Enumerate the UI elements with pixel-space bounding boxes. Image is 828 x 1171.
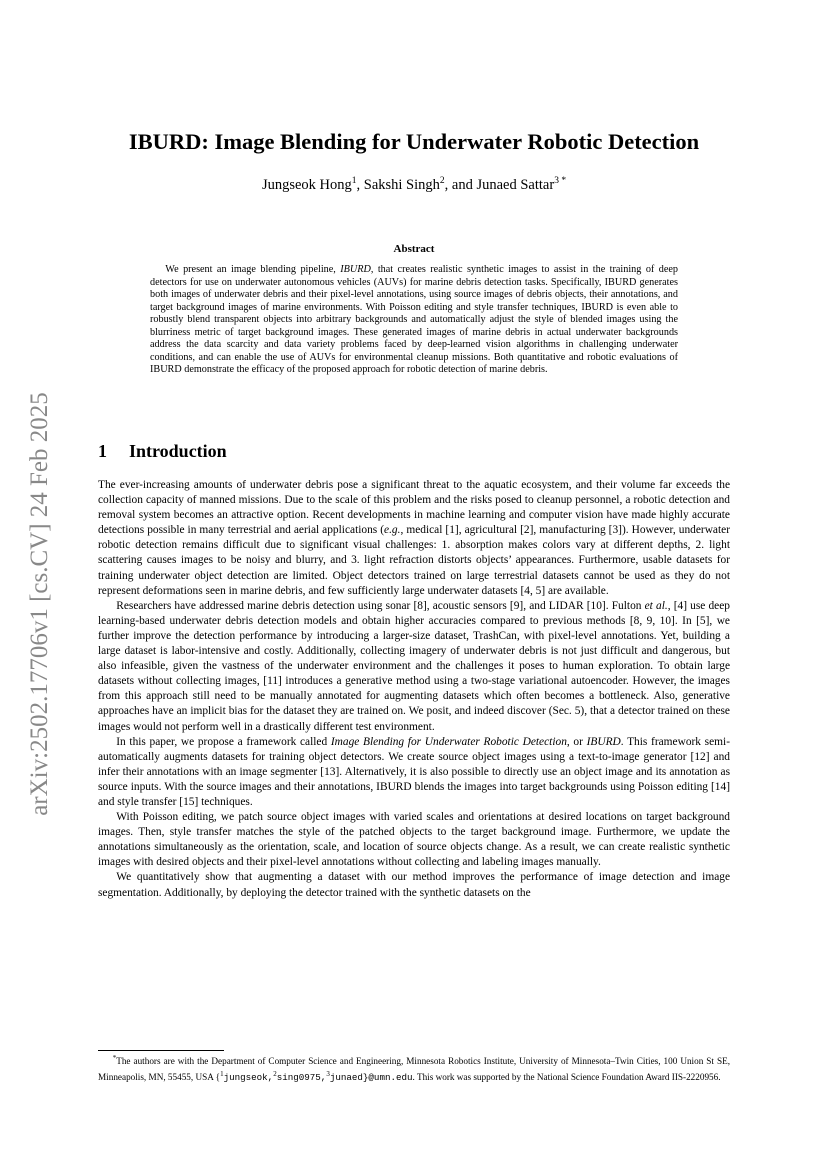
paper-title: IBURD: Image Blending for Underwater Robotic Detection [128, 129, 700, 154]
author-name: Sakshi Singh [363, 176, 440, 193]
paragraph: In this paper, we propose a framework called Image Blending for Underwater Robotic Detection, or IBURD. This framework semi-automatically augments datasets for training object detectors. We create source object images using a text-to-image generator [12] and infer their annotations with an image segmenter [13]. Alternatively, it is also possible to directly use an object image and its annotation as source inputs. With the source images and their annotations, IBURD blends the images into target backgrounds using Poisson editing [14] and style transfer [15] techniques. [98, 735, 730, 808]
section-title: Introduction [129, 441, 227, 461]
footnote-rule [98, 1050, 224, 1051]
author-line [98, 176, 730, 194]
paragraph: Researchers have addressed marine debris detection using sonar [8], acoustic sensors [9], and LIDAR [10]. Fulton et al., [4] use deep learning-based underwater debris detection models and obtain higher accuracies compared to previous methods [8, 9, 10]. In [5], we further improve the detection performance by introducing a larger-size dataset, TrashCan, with pixel-level annotations. Yet, building a large dataset is labor-intensive and costly. Additionally, collecting imagery of underwater debris is not just difficult and dangerous, but also infeasible, given the vastness of the underwater environment and the challenges it poses to human exploration. To obtain large datasets without collecting images, [11] introduces a generative method using a two-stage variational autoencoder. However, the images from this approach still need to be manually annotated for augmenting datasets which often becomes a bottleneck. Also, generative approaches have an implicit bias for the dataset they are trained on. We posit, and indeed discover (Sec. 5), that a detector trained on these images would not perform well in a drastically different test environment. [98, 599, 730, 733]
section-heading [98, 441, 227, 462]
arxiv-identifier: arXiv:2502.17706v1 [cs.CV] 24 Feb 2025 [26, 392, 53, 816]
author-name: Junaed Sattar [476, 176, 555, 193]
paragraph: With Poisson editing, we patch source object images with varied scales and orientations at desired locations on target background images. Then, style transfer matches the style of the patched objects to the target background image. Furthermore, we update the annotations simultaneously as the orientation, scale, and location of source objects change. As a result, we can create realistic synthetic images with desired objects and their pixel-level annotations without collecting and labeling images manually. [98, 811, 730, 869]
abstract-text: We present an image blending pipeline, IBURD, that creates realistic synthetic images to assist in the training of deep detectors for use on underwater autonomous vehicles (AUVs) for marine debris detection tasks. Specifically, IBURD generates both images of underwater debris and their pixel-level annotations, using source images of debris objects, their annotations, and target background images of marine environments. With Poisson editing and style transfer techniques, IBURD is even able to robustly blend transparent objects into arbitrary backgrounds and automatically adjust the style of blended images using the blurriness metric of target background images. These generated images of marine debris in actual underwater backgrounds address the data scarcity and data variety problems faced by deep-learned vision algorithms in challenging underwater conditions, and can enable the use of AUVs for environmental cleanup missions. Both quantitative and robotic evaluations of IBURD demonstrate the efficacy of the proposed approach for robotic detection of marine debris. [150, 264, 678, 375]
paragraph: We quantitatively show that augmenting a dataset with our method improves the performance of image detection and image segmentation. Additionally, by deploying the detector trained with the synthetic datasets on the [98, 871, 730, 899]
paragraph: The ever-increasing amounts of underwater debris pose a significant threat to the aquatic ecosystem, and their volume far exceeds the collection capacity of manned missions. Due to the scale of this problem and the risks posed to cleanup personnel, a robotic detection and removal system becomes an attractive option. Recent developments in machine learning and computer vision have made highly accurate detections possible in many terrestrial and aerial applications (e.g., medical [1], agricultural [2], manufacturing [3]). However, underwater robotic detection remains difficult due to significant visual challenges: 1. absorption makes colors vary at different depths, 2. light scattering causes images to be noisy and blurry, and 3. light refraction distorts objects’ appearances. Furthermore, usable datasets for training underwater object detection are limited. Object detectors trained on large terrestrial datasets cannot be used as they do not represent deformations seen in marine debris, and few sufficiently large underwater datasets [4, 5] are available. [98, 479, 730, 597]
section-number: 1 [98, 441, 107, 461]
affiliation-mark: 2 [439, 176, 445, 186]
arxiv-sidebar [24, 352, 56, 856]
author-separator: , and [444, 176, 477, 193]
body-text [98, 478, 730, 901]
author-separator: , [356, 176, 364, 193]
abstract-heading: Abstract [393, 243, 435, 255]
author-name: Jungseok Hong [261, 176, 352, 193]
footnote: *The authors are with the Department of Computer Science and Engineering, Minnesota Robotics Institute, University of Minnesota–Twin Cities, 100 Union St SE, Minneapolis, MN, 55455, USA {$^1$jungseok,$^2$sing0975,$^3$junaed}@umn.edu. This work was supported by the National Science Foundation Award IIS-2220956. [98, 1054, 730, 1083]
affiliation-mark: 3 * [554, 176, 567, 186]
affiliation-mark: 1 [351, 176, 357, 186]
